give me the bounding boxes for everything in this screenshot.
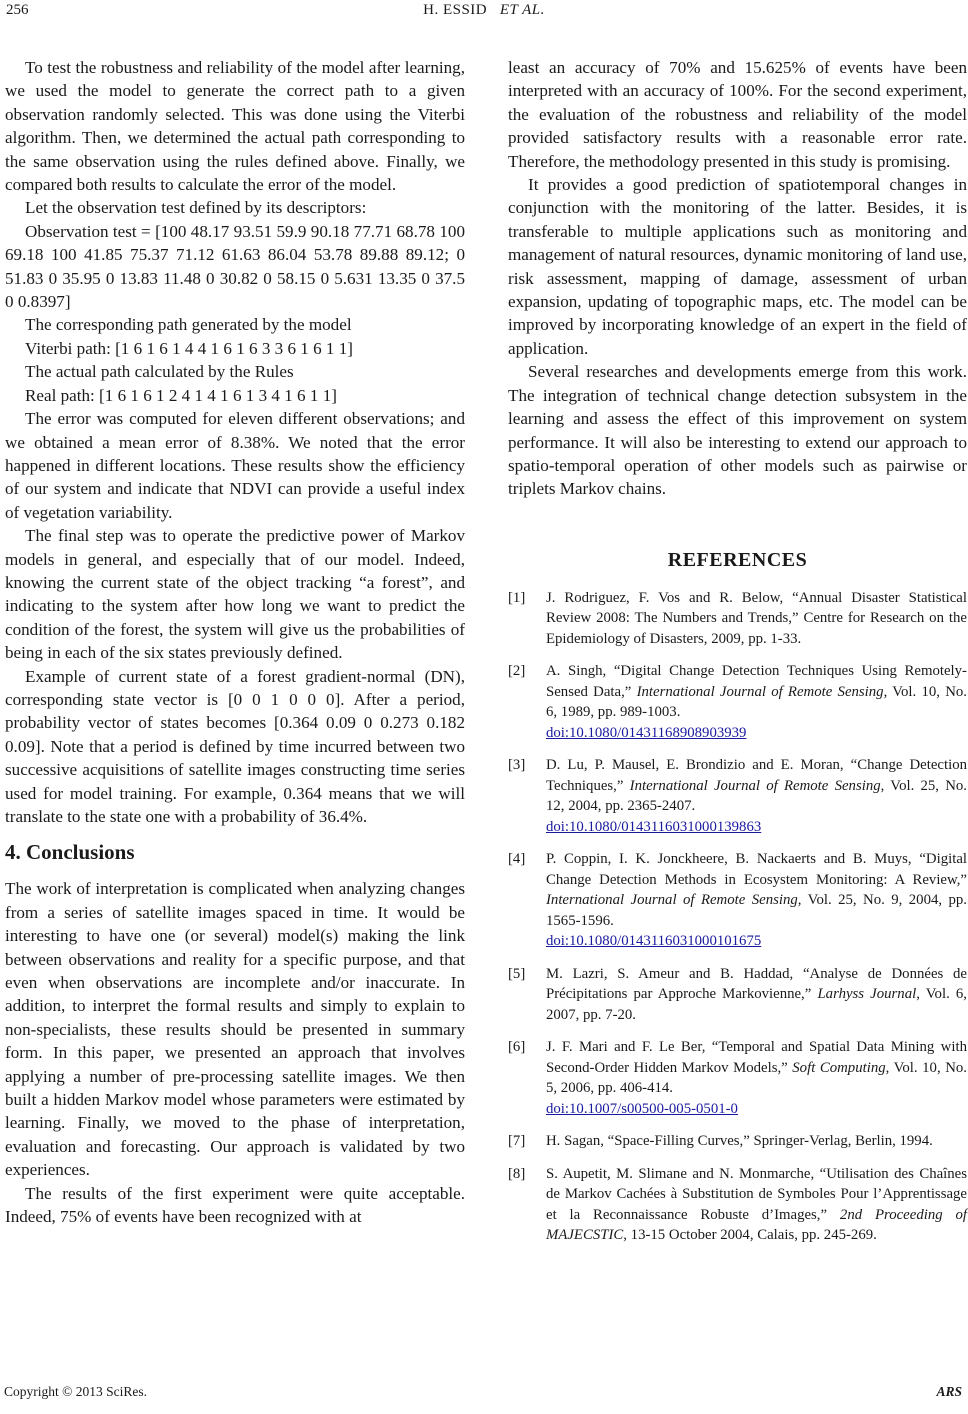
left-column [5,56,465,1229]
reference-details: , Vol. 10, No. 6, 1989, pp. 989-1003. [546,683,967,721]
reference-details: , Vol. 25, No. 9, 2004, pp. 1565-1596. [546,892,968,929]
reference-number: [8] [508,1165,526,1182]
reference-venue: International Journal of Remote Sensing [629,777,881,794]
page-number: 256 [6,2,29,18]
reference-number: [7] [508,1133,526,1150]
paragraph-observation-intro: Let the observation test defined by its descriptors: [25,198,367,218]
reference-text: S. Aupetit, M. Slimane and N. Monmarche, “Utilisation des Chaînes de Markov Cachées à Substitution de Symboles Pour l’Apprentissage et la Reconnaissance Robuste d’Images,” [546,1165,967,1223]
reference-text: M. Lazri, S. Ameur and B. Haddad, “Analyse de Données de Précipitations par Approche Markovienne,” [546,965,967,1003]
reference-list [508,588,967,1246]
reference-number: [3] [508,757,526,774]
paragraph-accuracy-continued: least an accuracy of 70% and 15.625% of events have been interpreted with an accuracy of 100%. For the second experiment, the evaluation of the robustness and reliability of the model provided satisfactory results with a reasonable error rate. Therefore, the methodology presented in this study is promising. [508,58,967,171]
running-head-authors: H. ESSID [423,2,488,18]
reference-item [508,755,967,837]
reference-details: , 13-15 October 2004, Calais, pp. 245-269. [623,1227,877,1244]
reference-details: , Vol. 25, No. 12, 2004, pp. 2365-2407. [546,777,968,815]
reference-text: J. F. Mari and F. Le Ber, “Temporal and Spatial Data Mining with Second-Order Hidden Markov Models,” [546,1039,967,1076]
reference-venue: International Journal of Remote Sensing [546,892,798,909]
reference-text: J. Rodriguez, F. Vos and R. Below, “Annual Disaster Statistical Review 2008: The Numbers and Trends,” Centre for Research on the Epidemiology of Disasters, 2009, pp. 1-33. [546,589,967,647]
reference-text: H. Sagan, “Space-Filling Curves,” Springer-Verlag, Berlin, 1994. [546,1133,933,1150]
reference-text: A. Singh, “Digital Change Detection Techniques Using Remotely-Sensed Data,” [546,663,967,700]
reference-item [508,588,967,650]
reference-number: [6] [508,1039,526,1056]
paragraph-rules-path-intro: The actual path calculated by the Rules [25,362,294,382]
reference-details: , Vol. 10, No. 5, 2006, pp. 406-414. [546,1059,967,1097]
journal-abbreviation: ARS [936,1384,962,1399]
right-column [508,56,967,1258]
reference-doi-link[interactable]: doi:10.1080/0143116031000101675 [546,933,762,950]
reference-doi-link[interactable]: doi:10.1080/0143116031000139863 [546,818,762,835]
copyright-notice: Copyright © 2013 SciRes. [4,1384,148,1399]
reference-item [508,1131,967,1152]
reference-venue: Larhyss Journal [817,986,917,1003]
reference-doi-link[interactable]: doi:10.1080/01431168908903939 [546,724,747,741]
paragraph-conclusions: The work of interpretation is complicated when analyzing changes from a series of satellite images spaced in time. It would be interesting to have one (or several) model(s) making the link between observations and reality for a specific purpose, and that even when observations are incomplete and/or inaccurate. In addition, to interpret the formal results and simply to explain to non-specialists, these results should be presented in summary form. In this paper, we presented an approach that involves applying a number of pre-processing satellite images. We then built a hidden Markov model whose parameters were estimated by learning. Finally, we moved to the phase of interpretation, evaluation and forecasting. Our approach is validated by two experiences. [5,879,465,1180]
paragraph-future-work: Several researches and developments emerge from this work. The integration of technical change detection subsystem in the learning and assess the effect of this improvement on system performance. It will also be interesting to extend our approach to spatio-temporal operation of other models such as pairwise or triplets Markov chains. [508,362,967,499]
reference-item [508,661,967,743]
paragraph-applications: It provides a good prediction of spatiotemporal changes in conjunction with the monitoring of the latter. Besides, it is transferable to multiple applications such as monitoring and management of natural resources, dynamic monitoring of land use, risk assessment, mapping of damage, assessment of urban expansion, updating of topographic maps, etc. The model can be improved by incorporating knowledge of an expert in the field of application. [508,175,967,358]
running-head-et-al: ET AL. [499,2,545,18]
paragraph-model-path-intro: The corresponding path generated by the model [25,315,352,335]
reference-venue: 2nd Proceeding of MAJECSTIC [546,1206,967,1244]
paragraph-viterbi-path: Viterbi path: [1 6 1 6 1 4 4 1 6 1 6 3 3 6 1 6 1 1] [25,338,353,358]
running-head [0,2,968,19]
section-heading-conclusions: 4. Conclusions [5,840,135,865]
page-header [0,0,968,30]
reference-venue: International Journal of Remote Sensing [636,683,884,700]
reference-text: P. Coppin, I. K. Jonckheere, B. Nackaerts and B. Muys, “Digital Change Detection Methods in Ecosystem Monitoring: A Review,” [546,851,967,888]
reference-item [508,849,967,952]
reference-venue: Soft Computing [792,1059,886,1076]
reference-number: [4] [508,851,526,868]
reference-item [508,1164,967,1246]
reference-doi-link[interactable]: doi:10.1007/s00500-005-0501-0 [546,1100,738,1117]
references-heading: REFERENCES [667,548,808,571]
paragraph-state-example: Example of current state of a forest gradient-normal (DN), corresponding state vector is [0 0 1 0 0 0]. After a period, probability vector of states becomes [0.364 0.09 0 0.273 0.182 0.09]. Note that a period is defined by time incurred between two successive acquisitions of satellite images constructing time series used for model training. For example, 0.364 means that we will translate to the state one with a probability of 36.4%. [5,666,465,826]
page-footer [0,1384,968,1412]
reference-number: [2] [508,663,526,680]
reference-number: [1] [508,589,526,606]
reference-number: [5] [508,965,526,982]
reference-item [508,1037,967,1119]
reference-text: D. Lu, P. Mausel, E. Brondizio and E. Moran, “Change Detection Techniques,” [546,757,967,794]
paragraph-first-experiment: The results of the first experiment were quite acceptable. Indeed, 75% of events have been recognized with at [5,1183,465,1227]
paragraph-robustness-test: To test the robustness and reliability of the model after learning, we used the model to generate the correct path to a given observation randomly selected. This was done using the Viterbi algorithm. Then, we determined the actual path corresponding to the same observation using the rules defined above. Finally, we compared both results to calculate the error of the model. [5,58,465,195]
reference-details: , Vol. 6, 2007, pp. 7-20. [546,986,967,1023]
paragraph-real-path: Real path: [1 6 1 6 1 2 4 1 4 1 6 1 3 4 1 6 1 1] [25,385,337,405]
reference-item [508,964,967,1026]
paragraph-predictive-power: The final step was to operate the predictive power of Markov models in general, and especially that of our model. Indeed, knowing the current state of the object tracking “a forest”, and indicating to the system after how long we want to predict the condition of the forest, the system will give us the probabilities of being in each of the six states previously defined. [5,526,465,663]
paragraph-error-result: The error was computed for eleven different observations; and we obtained a mean error of 8.38%. We noted that the error happened in different locations. These results show the efficiency of our system and indicate that NDVI can provide a useful index of vegetation variability. [5,409,465,522]
paragraph-observation-vector: Observation test = [100 48.17 93.51 59.9 90.18 77.71 68.78 100 69.18 100 41.85 75.37 71.12 61.63 86.04 53.78 89.88 89.12; 0 51.83 0 35.95 0 13.83 11.48 0 30.82 0 58.15 0 5.631 13.35 0 37.5 0 0.8397] [5,221,465,312]
